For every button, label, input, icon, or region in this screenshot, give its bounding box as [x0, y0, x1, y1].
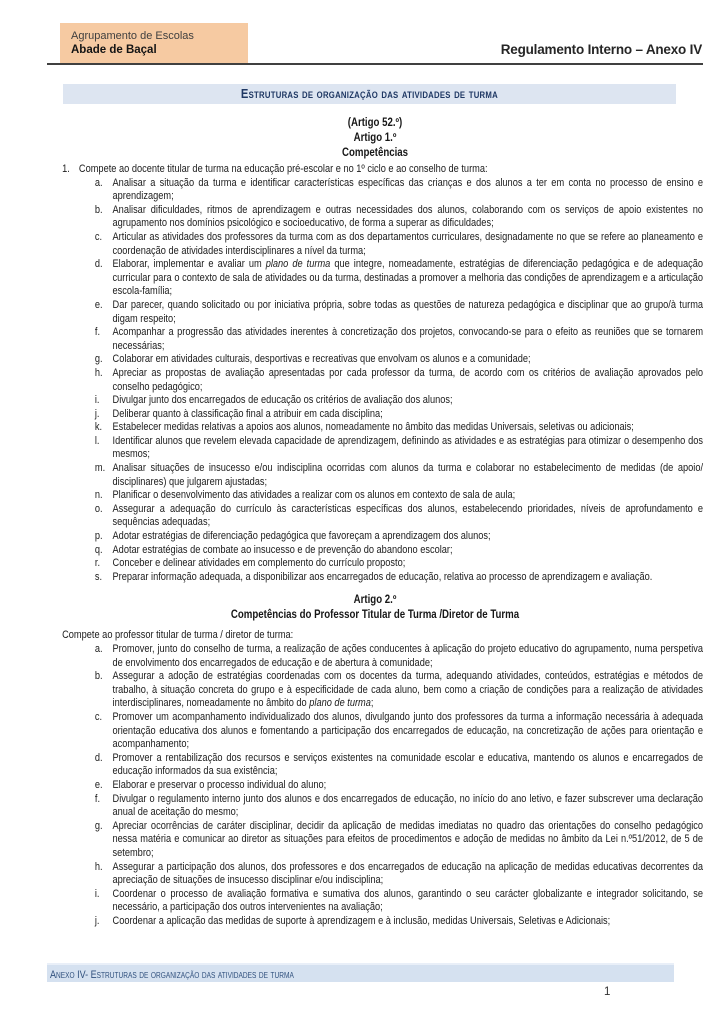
- list-item: [47, 177, 703, 204]
- section-title: Estruturas de organização das atividades de turma: [240, 86, 499, 101]
- list-item-letter: h.: [94, 366, 103, 379]
- list-item-text: Conceber e delinear atividades em complemento do currículo proposto;: [112, 557, 406, 570]
- list-item-text: Analisar dificuldades, ritmos de aprendizagem e outras necessidades dos alunos, colaborando com os serviços de apoio existentes no agrupamento nos domínios psicológico e socioeducativo, de forma a superar as dificuldades;: [112, 203, 704, 230]
- list-item-letter: r.: [94, 557, 101, 570]
- list-item: [47, 779, 703, 793]
- list-item-text: Articular as atividades dos professores da turma com as dos departamentos curriculares, designadamente no que se refere ao planeamento e coordenação de atividades interdisciplinares a nível da turma;: [112, 230, 704, 257]
- list-item-letter: o.: [94, 502, 103, 515]
- article1-intro-text: Compete ao docente titular de turma na educação pré-escolar e no 1º ciclo e ao conselho de turma:: [78, 163, 488, 175]
- section-title-banner: [63, 84, 676, 104]
- article1-intro-number: 1.: [62, 163, 70, 175]
- list-item: [47, 888, 703, 915]
- list-item-text: Assegurar a adequação do currículo às características específicas dos alunos, estabelecendo prioridades, níveis de aprofundamento e sequências adequadas;: [112, 502, 704, 529]
- list-item: [47, 530, 703, 544]
- article2-items: [47, 643, 703, 928]
- list-item-text: Assegurar a participação dos alunos, dos professores e dos encarregados de educação na aplicação de medidas educativas decorrentes da apreciação de situações de insucesso disciplinar e/ou indisciplina;: [112, 860, 704, 887]
- article1-heading: Artigo 1.º: [353, 132, 397, 144]
- list-item-text: Apreciar as propostas de avaliação apresentadas por cada professor da turma, de acordo com os critérios de avaliação aprovados pelo conselho pedagógico;: [112, 366, 704, 393]
- list-item-letter: a.: [94, 176, 103, 189]
- list-item-text: Elaborar e preservar o processo individual do aluno;: [112, 778, 327, 791]
- list-item: [47, 258, 703, 299]
- list-item-text: Estabelecer medidas relativas a apoios aos alunos, nomeadamente no âmbito das medidas Universais, seletivas ou adicionais;: [112, 421, 634, 434]
- list-item-text: Assegurar a adoção de estratégias coordenadas com os docentes da turma, adequando atividades, conteúdos, estratégias e métodos de trabalho, à situação concreta do grupo e à especificidade de cada aluno, bem como a criação de condições para a realização de atividades interdisciplinares, nomeadamente no âmbito do plano de turma;: [112, 670, 704, 710]
- article1-subheading: Competências: [341, 147, 409, 159]
- list-item-letter: e.: [94, 778, 103, 791]
- list-item-text: Deliberar quanto à classificação final a atribuir em cada disciplina;: [112, 407, 383, 420]
- list-item: [47, 557, 703, 571]
- list-item: [47, 544, 703, 558]
- page-number: 1: [604, 986, 611, 998]
- list-item-text: Acompanhar a progressão das atividades inerentes à concretização dos projetos, convocando-se para o efeito as reuniões que se tornarem necessárias;: [112, 326, 704, 352]
- list-item: [47, 711, 703, 752]
- list-item-letter: d.: [94, 258, 103, 271]
- list-item: [47, 820, 703, 861]
- list-item-text: Adotar estratégias de diferenciação pedagógica que favoreçam a aprendizagem dos alunos;: [112, 530, 491, 543]
- list-item-letter: j.: [94, 914, 100, 927]
- list-item-letter: i.: [94, 394, 100, 407]
- list-item-letter: c.: [94, 710, 103, 723]
- list-item-letter: g.: [94, 819, 103, 832]
- list-item: [47, 435, 703, 462]
- list-item-letter: h.: [94, 860, 103, 873]
- article1-pre-heading: (Artigo 52.º): [347, 117, 403, 129]
- article2-subheading: Competências do Professor Titular de Turma /Diretor de Turma: [230, 609, 520, 622]
- condensed-text-column: [47, 116, 703, 928]
- list-item-letter: j.: [94, 407, 100, 420]
- list-item-letter: m.: [94, 462, 106, 475]
- list-item-text: Coordenar o processo de avaliação formativa e sumativa dos alunos, garantindo o seu carácter globalizante e integrador solicitando, se necessário, a participação dos outros intervenientes na avaliação;: [112, 887, 704, 914]
- page-header: [47, 0, 703, 65]
- list-item-text: Coordenar a aplicação das medidas de suporte à aprendizagem e à inclusão, medidas Universais, Seletivas e Adicionais;: [112, 914, 611, 927]
- list-item-text: Colaborar em atividades culturais, desportivas e recreativas que envolvam os alunos e a comunidade;: [112, 353, 531, 366]
- list-item: [47, 462, 703, 489]
- list-item: [47, 326, 703, 353]
- list-item: [47, 861, 703, 888]
- header-school-box: [60, 23, 248, 63]
- list-item-text: Dar parecer, quando solicitado ou por iniciativa própria, sobre todas as questões de natureza pedagógica e disciplinar que ao grupo/à turma digam respeito;: [112, 298, 704, 325]
- article2-heading: Artigo 2.º: [353, 594, 397, 607]
- list-item: [47, 421, 703, 435]
- school-name-line2: Abade de Baçal: [71, 44, 157, 56]
- list-item: [47, 670, 703, 711]
- list-item-text: Elaborar, implementar e avaliar um plano de turma que integre, nomeadamente, estratégias de diferenciação pedagógica e de adequação curricular para o contexto de sala de atividades ou da turma, destinadas a promover a melhoria das condições de aprendizagem e a articulação escola-família;: [112, 258, 704, 298]
- list-item-letter: b.: [94, 203, 103, 216]
- list-item-letter: q.: [94, 543, 103, 556]
- list-item: [47, 367, 703, 394]
- list-item-text: Divulgar o regulamento interno junto dos alunos e dos encarregados de educação, no início do ano letivo, e fazer subscrever uma declaração anual de aceitação do mesmo;: [112, 792, 704, 819]
- list-item: [47, 231, 703, 258]
- list-item: [47, 353, 703, 367]
- article1-intro: [47, 163, 703, 177]
- list-item: [47, 793, 703, 820]
- list-item-letter: d.: [94, 751, 103, 764]
- list-item-letter: c.: [94, 230, 103, 243]
- list-item-letter: b.: [94, 670, 103, 683]
- list-item: [47, 489, 703, 503]
- list-item-letter: f.: [94, 326, 101, 339]
- school-name-line1: Agrupamento de Escolas: [71, 30, 194, 42]
- list-item-text: Identificar alunos que revelem elevada capacidade de aprendizagem, definindo as atividades e as estratégias para otimizar o desempenho dos mesmos;: [112, 434, 704, 461]
- list-item: [47, 503, 703, 530]
- document-body: [47, 106, 703, 928]
- list-item-letter: p.: [94, 530, 103, 543]
- list-item-letter: i.: [94, 887, 100, 900]
- list-item: [47, 299, 703, 326]
- list-item: [47, 752, 703, 779]
- list-item: [47, 204, 703, 231]
- list-item-text: Promover, junto do conselho de turma, a realização de ações conducentes à aplicação do projeto educativo do agrupamento, numa perspetiva de envolvimento dos encarregados de educação e de abertura à comunidade;: [112, 643, 704, 669]
- list-item-text: Analisar situações de insucesso e/ou indisciplina ocorridas com alunos da turma e colaborar no estabelecimento de medidas (de apoio/ disciplinares) que julgarem ajustadas;: [112, 462, 704, 488]
- footer-label: Anexo IV- Estruturas de organização das atividades de turma: [50, 969, 294, 981]
- list-item-letter: e.: [94, 298, 103, 311]
- list-item-text: Analisar a situação da turma e identificar características específicas das crianças e dos alunos a ter em conta no processo de ensino e aprendizagem;: [112, 176, 704, 203]
- article1-items: [47, 177, 703, 585]
- list-item-letter: f.: [94, 792, 101, 805]
- list-item-letter: g.: [94, 353, 103, 366]
- list-item-letter: k.: [94, 421, 103, 434]
- list-item-letter: a.: [94, 643, 103, 655]
- list-item: [47, 394, 703, 408]
- list-item: [47, 408, 703, 422]
- article2-heading-block: [47, 593, 703, 623]
- article1-heading-block: [47, 116, 703, 161]
- list-item-letter: n.: [94, 489, 103, 502]
- list-item: [47, 643, 703, 670]
- list-item-text: Apreciar ocorrências de caráter disciplinar, decidir da aplicação de medidas imediatas no quadro das orientações do conselho pedagógico nessa matéria e comunicar ao diretor as situações para efeitos de procedimentos e adoção de medidas no âmbito da Lei n.º51/2012, de 5 de setembro;: [112, 819, 704, 859]
- footer-bar: [47, 963, 674, 982]
- list-item-text: Adotar estratégias de combate ao insucesso e de prevenção do abandono escolar;: [112, 543, 453, 556]
- article2-intro: Compete ao professor titular de turma / diretor de turma:: [62, 629, 294, 642]
- list-item-text: Preparar informação adequada, a disponibilizar aos encarregados de educação, relativa ao processo de aprendizagem e avaliação.: [112, 570, 653, 583]
- list-item-text: Planificar o desenvolvimento das atividades a realizar com os alunos em contexto de sala de aula;: [112, 489, 516, 502]
- list-item-text: Divulgar junto dos encarregados de educação os critérios de avaliação dos alunos;: [112, 394, 453, 407]
- list-item-text: Promover a rentabilização dos recursos e serviços existentes na comunidade escolar e educativa, mantendo os alunos e encarregados de educação informados da sua existência;: [112, 751, 704, 778]
- list-item-letter: s.: [94, 570, 103, 583]
- list-item-text: Promover um acompanhamento individualizado dos alunos, divulgando junto dos professores da turma a informação necessária à adequada orientação educativa dos alunos e fomentando a participação dos encarregados de educação, na concretização de ações para orientação e acompanhamento;: [112, 710, 704, 751]
- list-item: [47, 915, 703, 929]
- list-item-letter: l.: [94, 434, 100, 447]
- list-item: [47, 571, 703, 585]
- document-title: Regulamento Interno – Anexo IV: [500, 42, 702, 57]
